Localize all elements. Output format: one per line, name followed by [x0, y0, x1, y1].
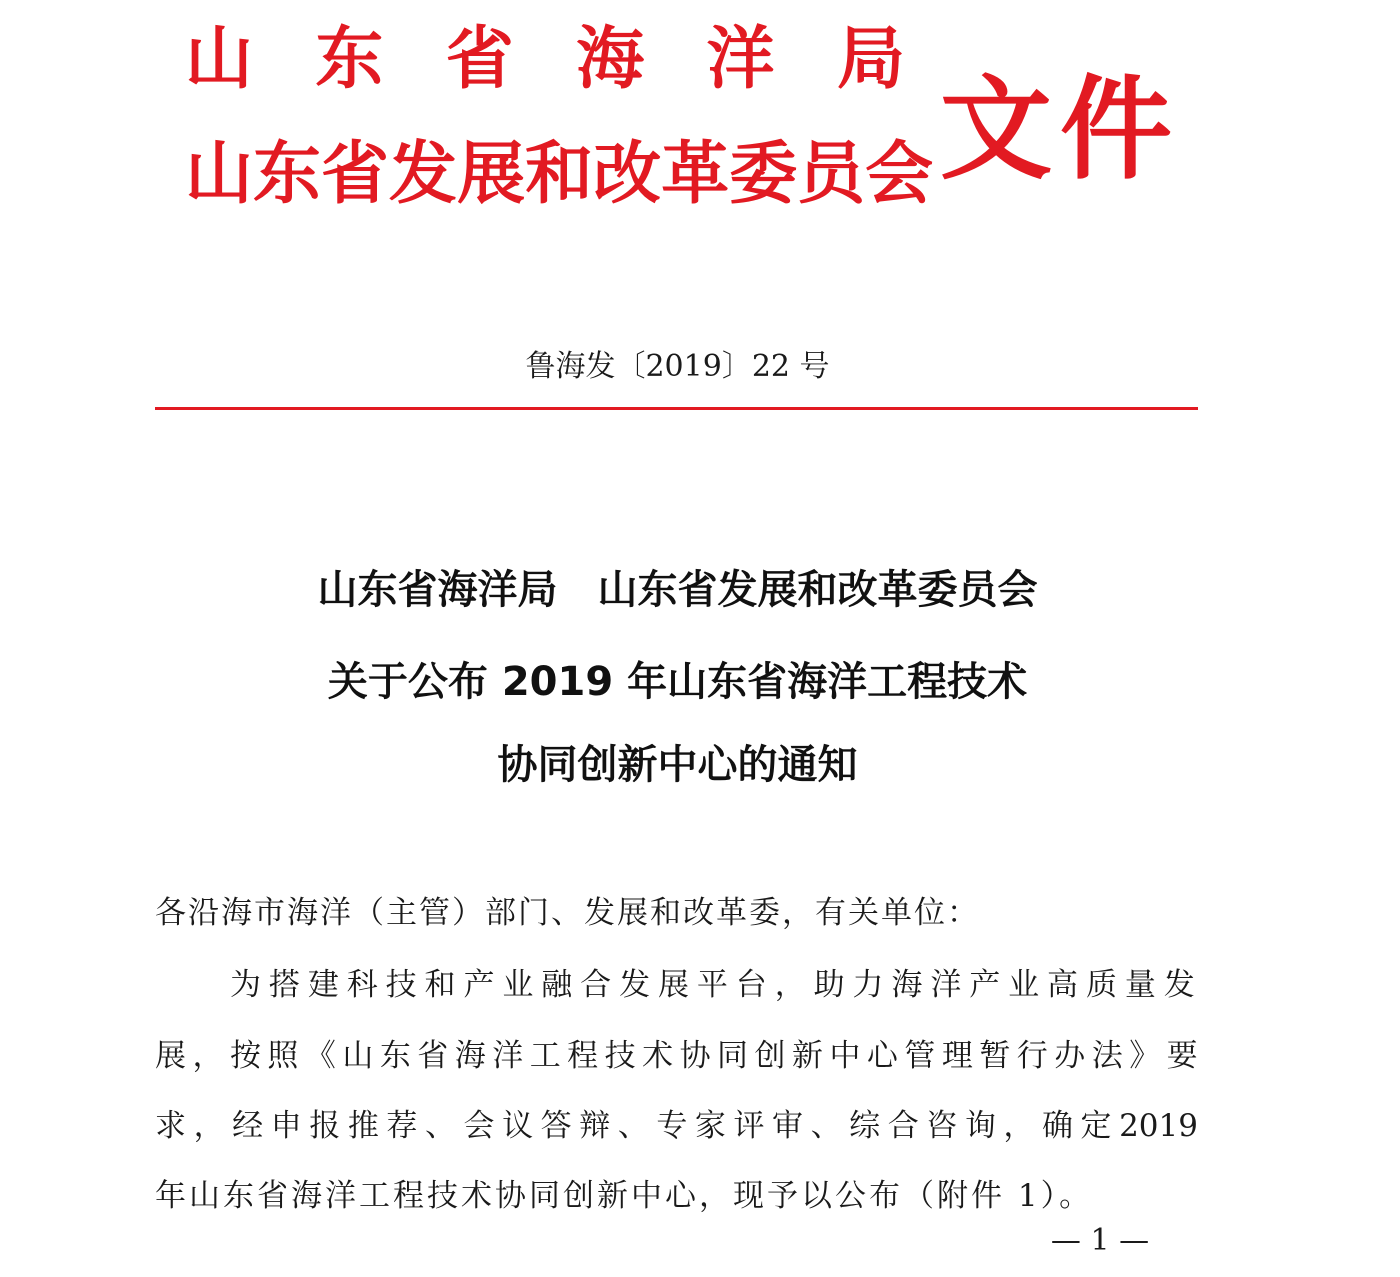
text-glyph: 暂	[979, 1038, 1011, 1074]
text-glyph: 同	[717, 1038, 749, 1074]
text-glyph: 理	[941, 1038, 973, 1074]
text-glyph: 照	[267, 1038, 299, 1074]
text-glyph: ，	[1003, 1108, 1035, 1144]
text-glyph: 搭	[268, 967, 300, 1003]
text-glyph: 质	[1085, 967, 1117, 1003]
text-glyph: 程	[567, 1038, 599, 1074]
text-glyph: 求	[155, 1108, 186, 1144]
text-glyph: 议	[502, 1108, 534, 1144]
text-glyph: 产	[969, 967, 1001, 1003]
text-glyph: 台	[735, 967, 767, 1003]
text-glyph: 答	[540, 1108, 572, 1144]
text-glyph: 展	[457, 135, 526, 214]
text-glyph: 综	[849, 1108, 881, 1144]
text-glyph: 东	[253, 135, 322, 214]
text-glyph: 协	[679, 1038, 711, 1074]
text-glyph: 报	[309, 1108, 341, 1144]
text-glyph: 力	[852, 967, 884, 1003]
text-glyph: 委	[729, 135, 798, 214]
text-glyph: ，	[192, 1038, 224, 1074]
text-glyph: 产	[463, 967, 495, 1003]
text-glyph: 建	[307, 967, 339, 1003]
body-line-1	[230, 962, 1195, 1008]
text-glyph: 发	[389, 135, 458, 214]
text-glyph: 发	[1163, 967, 1195, 1003]
text-glyph: 洋	[706, 20, 775, 99]
document-number: 鲁海发〔2019〕22 号	[525, 349, 830, 384]
text-glyph: 东	[315, 20, 384, 99]
body-line-3	[155, 1103, 1198, 1149]
text-glyph: 东	[379, 1038, 411, 1074]
text-glyph: 洋	[492, 1038, 524, 1074]
issuer-name-ocean-bureau	[185, 20, 905, 100]
text-glyph: 和	[525, 135, 594, 214]
text-glyph: 改	[593, 135, 662, 214]
body-line-4: 年山东省海洋工程技术协同创新中心，现予以公布（附件 1）。	[155, 1178, 1094, 1214]
text-glyph: 、	[424, 1108, 456, 1144]
text-glyph: 审	[772, 1108, 803, 1144]
text-glyph: 融	[541, 967, 573, 1003]
text-glyph: 《	[304, 1038, 336, 1074]
text-glyph: 省	[417, 1038, 449, 1074]
text-glyph: 助	[813, 967, 845, 1003]
text-glyph: 高	[1047, 967, 1079, 1003]
text-glyph: 按	[229, 1038, 261, 1074]
text-glyph: 荐	[386, 1108, 418, 1144]
text-glyph: 和	[424, 967, 456, 1003]
title-line-1: 山东省海洋局 山东省发展和改革委员会	[317, 567, 1038, 613]
text-glyph: 要	[1166, 1038, 1198, 1074]
text-glyph: 术	[642, 1038, 674, 1074]
text-glyph: 省	[445, 20, 514, 99]
text-glyph: 经	[232, 1108, 264, 1144]
text-glyph: 为	[230, 967, 261, 1003]
text-glyph: 省	[321, 135, 390, 214]
text-glyph: 家	[694, 1108, 726, 1144]
text-glyph: 申	[270, 1108, 302, 1144]
text-glyph: 中	[829, 1038, 861, 1074]
text-glyph: 推	[347, 1108, 379, 1144]
text-glyph: 山	[185, 20, 254, 99]
text-glyph: ，	[774, 967, 806, 1003]
text-glyph: 科	[346, 967, 378, 1003]
text-glyph: 辩	[579, 1108, 611, 1144]
text-glyph: 革	[661, 135, 730, 214]
text-glyph: 洋	[930, 967, 962, 1003]
text-glyph: 展	[657, 967, 689, 1003]
text-glyph: 行	[1016, 1038, 1048, 1074]
text-glyph: 技	[385, 967, 417, 1003]
text-glyph: 海	[891, 967, 923, 1003]
text-glyph: ，	[193, 1108, 225, 1144]
text-glyph: 2019	[1119, 1108, 1198, 1144]
text-glyph: 业	[502, 967, 534, 1003]
text-glyph: 》	[1129, 1038, 1161, 1074]
text-glyph: 合	[580, 967, 612, 1003]
text-glyph: 法	[1091, 1038, 1123, 1074]
text-glyph: 合	[887, 1108, 919, 1144]
text-glyph: 办	[1054, 1038, 1086, 1074]
text-glyph: 发	[619, 967, 651, 1003]
body-line-2	[155, 1033, 1198, 1079]
text-glyph: 定	[1080, 1108, 1112, 1144]
text-glyph: 询	[964, 1108, 996, 1144]
text-glyph: 新	[791, 1038, 823, 1074]
text-glyph: 工	[529, 1038, 561, 1074]
text-glyph: 量	[1124, 967, 1156, 1003]
salutation: 各沿海市海洋（主管）部门、发展和改革委，有关单位：	[155, 895, 980, 931]
text-glyph: 海	[576, 20, 645, 99]
issuer-name-development-commission	[185, 135, 934, 215]
text-glyph: 山	[185, 135, 254, 214]
text-glyph: 平	[696, 967, 728, 1003]
text-glyph: 展	[155, 1038, 186, 1074]
text-glyph: 创	[754, 1038, 786, 1074]
text-glyph: 山	[342, 1038, 374, 1074]
title-line-3: 协同创新中心的通知	[497, 742, 858, 788]
text-glyph: 局	[836, 20, 905, 99]
text-glyph: 员	[797, 135, 866, 214]
text-glyph: 、	[617, 1108, 649, 1144]
text-glyph: 会	[865, 135, 934, 214]
text-glyph: 评	[733, 1108, 765, 1144]
text-glyph: 、	[810, 1108, 842, 1144]
text-glyph: 咨	[926, 1108, 958, 1144]
text-glyph: 专	[656, 1108, 688, 1144]
red-separator-line	[155, 407, 1198, 410]
document-header-word: 文件	[940, 65, 1180, 195]
page-number: — 1 —	[1050, 1223, 1150, 1258]
title-line-2: 关于公布 2019 年山东省海洋工程技术	[327, 659, 1028, 705]
text-glyph: 业	[1008, 967, 1040, 1003]
text-glyph: 海	[454, 1038, 486, 1074]
text-glyph: 心	[866, 1038, 898, 1074]
text-glyph: 管	[904, 1038, 936, 1074]
text-glyph: 确	[1041, 1108, 1073, 1144]
text-glyph: 技	[604, 1038, 636, 1074]
text-glyph: 会	[463, 1108, 495, 1144]
